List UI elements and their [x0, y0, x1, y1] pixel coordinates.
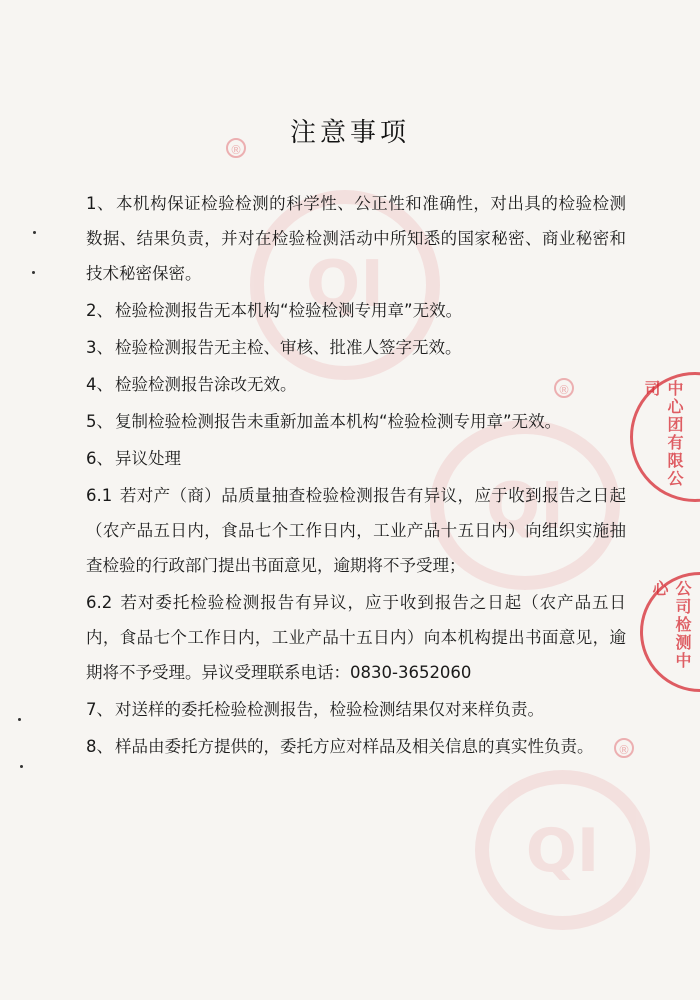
notice-item-1 [86, 186, 626, 291]
item-text: 对送样的委托检验检测报告，检验检测结果仅对来样负责。 [115, 700, 544, 719]
registered-mark-icon: ® [226, 138, 246, 158]
notice-list [86, 186, 626, 764]
item-number: 2、 [86, 301, 113, 320]
item-text: 本机构保证检验检测的科学性、公正性和准确性，对出具的检验检测数据、结果负责，并对在检验检测活动中所知悉的国家秘密、商业秘密和技术秘密保密。 [86, 194, 626, 283]
registered-mark-icon: ® [614, 738, 634, 758]
item-text: 复制检验检测报告未重新加盖本机构“检验检测专用章”无效。 [115, 412, 562, 431]
notice-item-8 [86, 729, 626, 764]
notice-item-5 [86, 404, 626, 439]
notice-item-6-2 [86, 585, 626, 690]
seal-text-top: 中心团有限公司 [642, 380, 684, 488]
registered-mark-icon: ® [554, 378, 574, 398]
margin-dot [32, 271, 35, 274]
qi-watermark-top: QI [250, 190, 440, 380]
item-number: 7、 [86, 700, 113, 719]
page-title: 注意事项 [289, 118, 410, 148]
item-text: 检验检测报告涂改无效。 [115, 375, 297, 394]
margin-dot [20, 765, 23, 768]
item-number: 4、 [86, 375, 113, 394]
margin-dot [18, 718, 21, 721]
item-number: 6.2 [86, 593, 113, 612]
item-number: 8、 [86, 737, 113, 756]
item-text: 样品由委托方提供的，委托方应对样品及相关信息的真实性负责。 [115, 737, 594, 756]
notice-item-3 [86, 330, 626, 365]
item-number: 1、 [86, 194, 115, 213]
notice-item-4 [86, 367, 626, 402]
margin-dot [33, 231, 36, 234]
item-text: 异议处理 [115, 449, 181, 468]
item-text: 若对委托检验检测报告有异议，应于收到报告之日起（农产品五日内，食品七个工作日内，工业产品十五日内）向本机构提出书面意见，逾期将不予受理。异议受理联系电话：0830-3652060 [86, 593, 627, 682]
notice-item-2 [86, 293, 626, 328]
item-text: 检验检测报告无主检、审核、批准人签字无效。 [115, 338, 462, 357]
item-text: 检验检测报告无本机构“检验检测专用章”无效。 [115, 301, 463, 320]
qi-watermark-middle: QI [430, 420, 620, 590]
notice-item-6 [86, 441, 626, 476]
seal-text-bottom: 公司检测中心 [650, 580, 692, 670]
item-number: 3、 [86, 338, 113, 357]
notice-item-6-1 [86, 478, 626, 583]
item-text: 若对产（商）品质量抽查检验检测报告有异议，应于收到报告之日起（农产品五日内，食品七个工作日内，工业产品十五日内）向组织实施抽查检验的行政部门提出书面意见，逾期将不予受理； [86, 486, 627, 575]
notice-item-7 [86, 692, 626, 727]
qi-watermark-bottom: QI [475, 770, 650, 930]
item-number: 6.1 [86, 486, 113, 505]
item-number: 5、 [86, 412, 113, 431]
item-number: 6、 [86, 449, 113, 468]
